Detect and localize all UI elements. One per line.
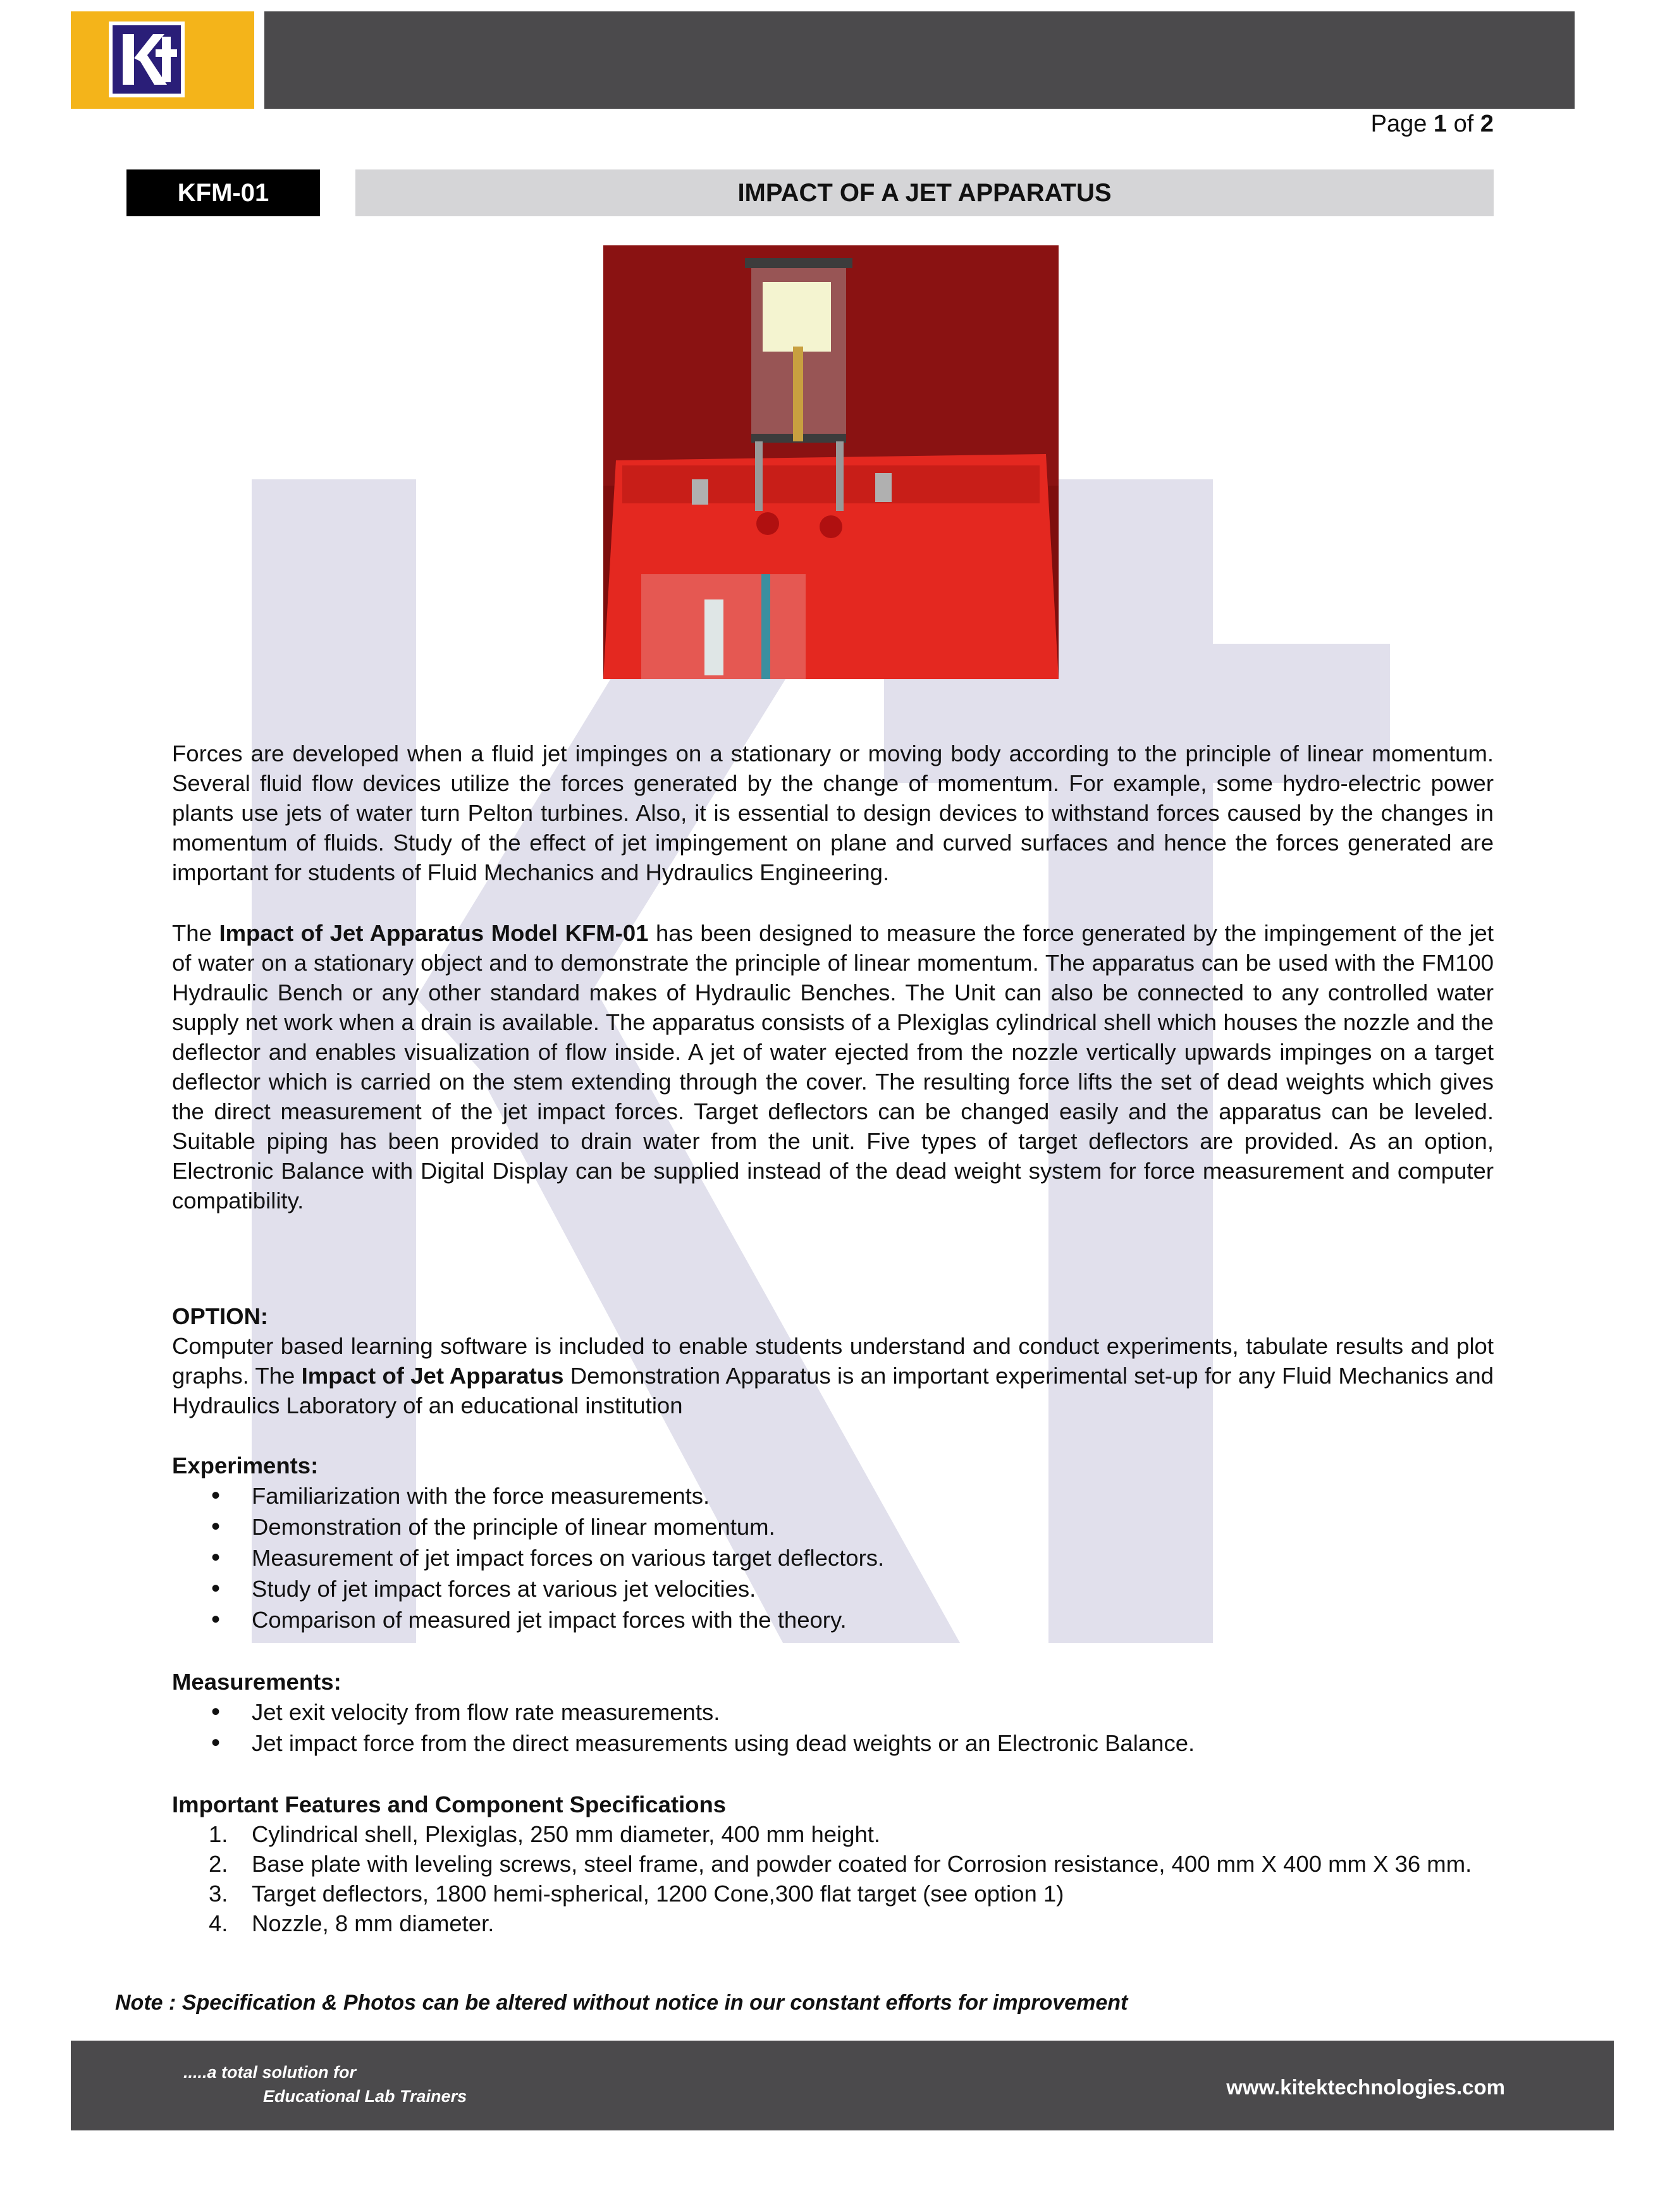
company-logo bbox=[109, 22, 248, 97]
list-item: 4. Nozzle, 8 mm diameter. bbox=[209, 1910, 495, 1936]
features-heading: Important Features and Component Specifications bbox=[172, 1791, 727, 1817]
document-title: IMPACT OF A JET APPARATUS bbox=[355, 169, 1494, 216]
website-link[interactable]: www.kitektechnologies.com bbox=[1226, 2075, 1505, 2099]
option-paragraph: Computer based learning software is included to enable students understand and conduct experiments, tabulate results and plot graphs. The Impact of Jet Apparatus Demonstration Apparatus is an important experimental set-up for any Fluid Mechanics and Hydraulics Laboratory of an educational institution bbox=[172, 1333, 1494, 1418]
list-item: • Jet exit velocity from flow rate measurements. bbox=[209, 1697, 1494, 1728]
model-code: KFM-01 bbox=[126, 169, 320, 216]
option-heading: OPTION: bbox=[172, 1303, 269, 1329]
list-item: 2. Base plate with leveling screws, steel frame, and powder coated for Corrosion resistance, 400 mm X 400 mm X 36 mm. bbox=[209, 1851, 1472, 1877]
list-item: 3. Target deflectors, 1800 hemi-spherical, 1200 Cone,300 flat target (see option 1) bbox=[209, 1881, 1064, 1907]
page-number: Page 1 of 2 bbox=[1370, 111, 1494, 137]
measurements-list bbox=[209, 1697, 1494, 1759]
list-item: • Measurement of jet impact forces on various target deflectors. bbox=[209, 1542, 1494, 1573]
description-paragraph: The Impact of Jet Apparatus Model KFM-01 has been designed to measure the force generated by the impingement of the jet of water on a stationary object and to demonstrate the principle of linear momentum. The apparatus can be used with the FM100 Hydraulic Bench or any other standard makes of Hydraulic Benches. The Unit can also be connected to any controlled water supply net work when a drain is available. The apparatus consists of a Plexiglas cylindrical shell which houses the nozzle and the deflector and enables visualization of flow inside. A jet of water ejected from the nozzle vertically upwards impinges on a target deflector which is carried on the stem extending through the cover. The resulting force lifts the set of dead weights which gives the direct measurement of the jet impact forces. Target deflectors can be changed easily and the apparatus can be leveled. Suitable piping has been provided to drain water from the unit. Five types of target deflectors are provided. As an option, Electronic Balance with Digital Display can be supplied instead of the dead weight system for force measurement and computer compatibility. bbox=[172, 920, 1494, 1214]
measurements-heading: Measurements: bbox=[172, 1669, 341, 1695]
disclaimer-note: Note : Specification & Photos can be altered without notice in our constant efforts for improvement bbox=[115, 1991, 1128, 2015]
product-name: Impact of Jet Apparatus Model KFM-01 bbox=[219, 920, 649, 946]
features-list bbox=[209, 1819, 1494, 1938]
list-item: • Demonstration of the principle of linear momentum. bbox=[209, 1511, 1494, 1542]
footer-tagline: .....a total solution for bbox=[183, 2063, 356, 2082]
list-item: • Study of jet impact forces at various jet velocities. bbox=[209, 1573, 1494, 1604]
header-bar bbox=[264, 11, 1575, 109]
list-item: • Jet impact force from the direct measurements using dead weights or an Electronic Balance. bbox=[209, 1728, 1494, 1759]
experiments-heading: Experiments: bbox=[172, 1453, 319, 1478]
list-item: • Familiarization with the force measurements. bbox=[209, 1480, 1494, 1511]
list-item: • Comparison of measured jet impact forces with the theory. bbox=[209, 1604, 1494, 1635]
footer-tagline-2: Educational Lab Trainers bbox=[263, 2087, 467, 2106]
experiments-list bbox=[209, 1480, 1494, 1635]
intro-paragraph: Forces are developed when a fluid jet impinges on a stationary or moving body according to the principle of linear momentum. Several fluid flow devices utilize the forces generated by the change of momentum. For example, some hydro-electric power plants use jets of water turn Pelton turbines. Also, it is essential to design devices to withstand forces caused by the changes in momentum of fluids. Study of the effect of jet impingement on plane and curved surfaces and hence the forces generated are important for students of Fluid Mechanics and Hydraulics Engineering. bbox=[172, 740, 1494, 885]
list-item: 1. Cylindrical shell, Plexiglas, 250 mm diameter, 400 mm height. bbox=[209, 1821, 881, 1847]
apparatus-photo bbox=[603, 245, 1059, 679]
